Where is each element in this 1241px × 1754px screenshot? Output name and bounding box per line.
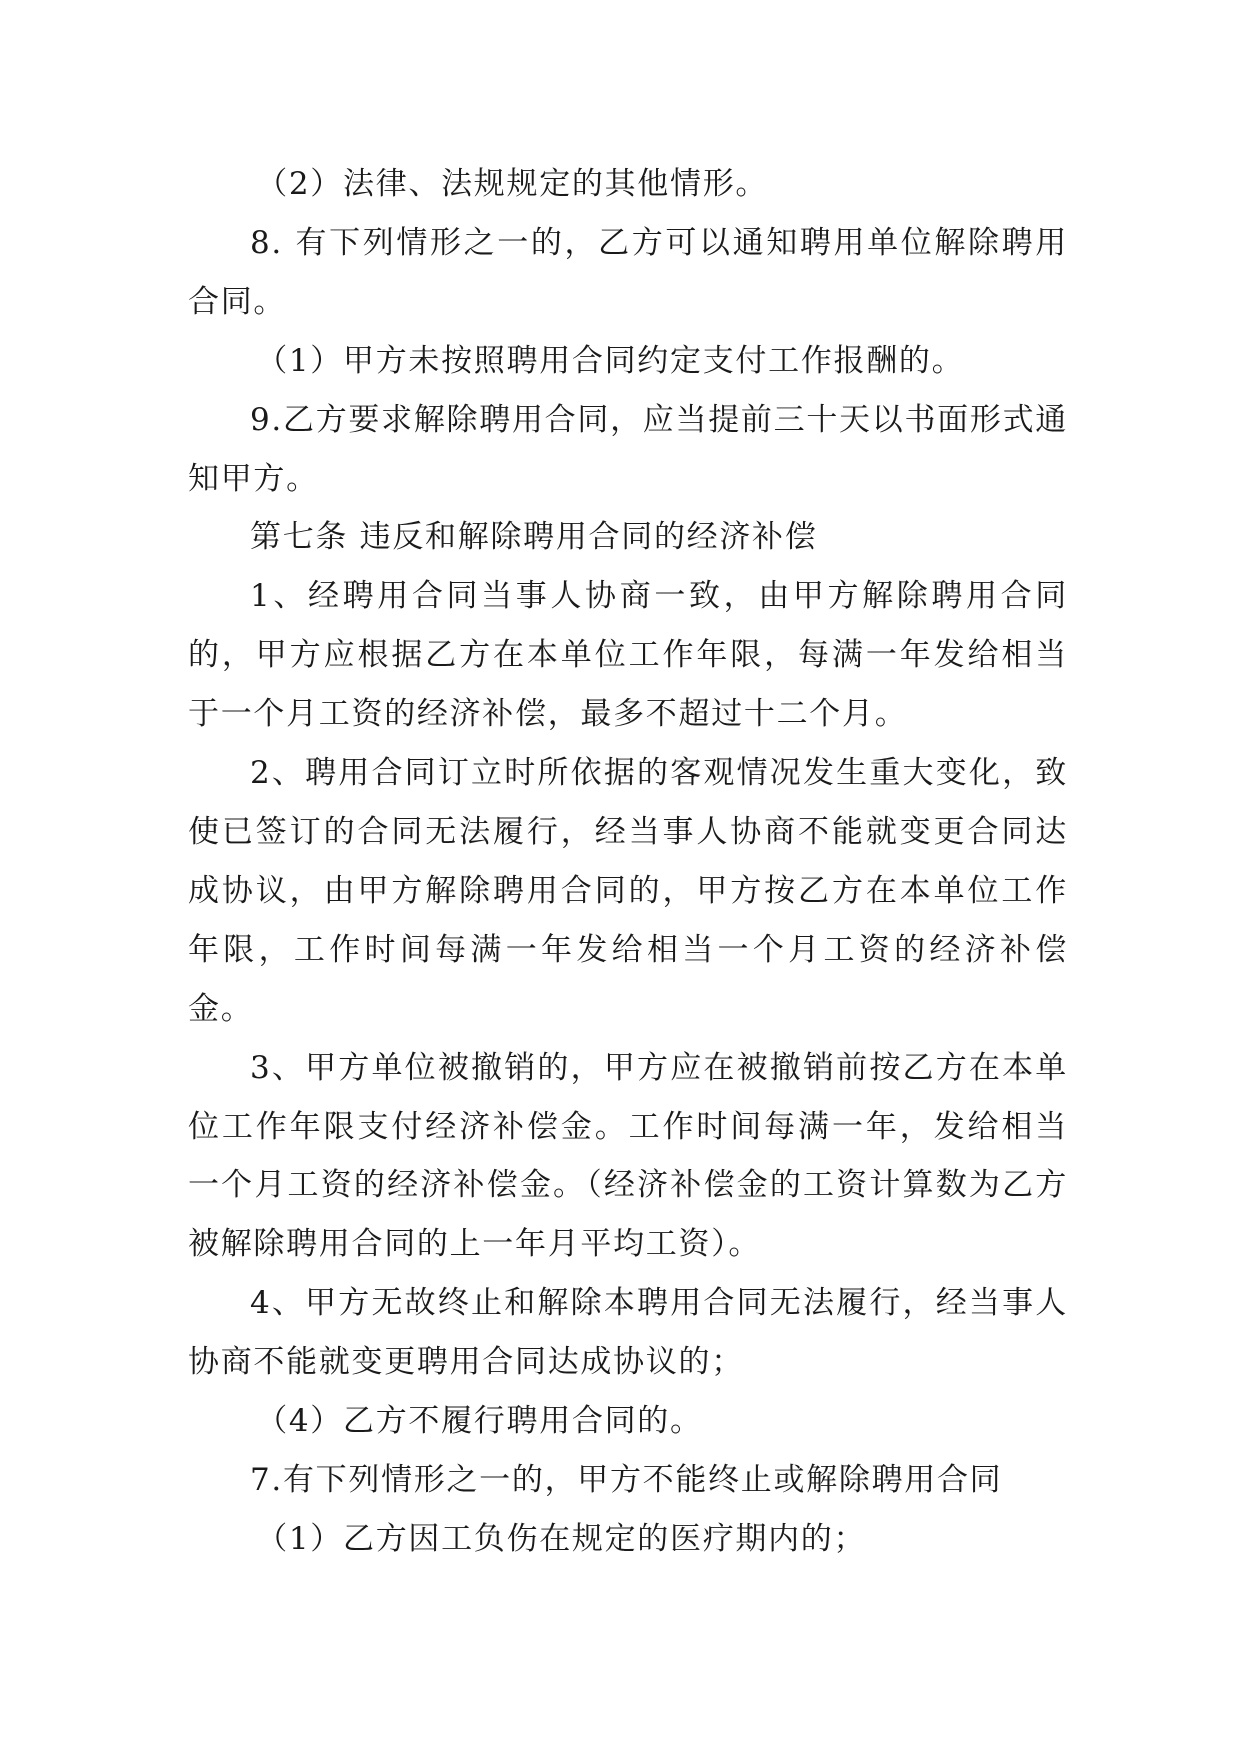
paragraph: 1、经聘用合同当事人协商一致，由甲方解除聘用合同的，甲方应根据乙方在本单位工作年限，每满一年发给相当于一个月工资的经济补偿，最多不超过十二个月。: [188, 578, 1068, 733]
paragraph: （1）乙方因工负伤在规定的医疗期内的；: [256, 1520, 867, 1557]
paragraph: 8. 有下列情形之一的，乙方可以通知聘用单位解除聘用合同。: [188, 224, 1068, 320]
paragraph: 9.乙方要求解除聘用合同，应当提前三十天以书面形式通知甲方。: [188, 401, 1068, 497]
paragraph: （1）甲方未按照聘用合同约定支付工作报酬的。: [256, 342, 965, 379]
paragraph: 3、甲方单位被撤销的，甲方应在被撤销前按乙方在本单位工作年限支付经济补偿金。工作时间每满一年，发给相当一个月工资的经济补偿金。（经济补偿金的工资计算数为乙方被解除聘用合同的上一年月平均工资）。: [188, 1049, 1068, 1263]
section-heading: 第七条 违反和解除聘用合同的经济补偿: [250, 519, 818, 556]
paragraph: 7.有下列情形之一的，甲方不能终止或解除聘用合同: [250, 1461, 1003, 1498]
paragraph: （2）法律、法规规定的其他情形。: [256, 166, 769, 202]
paragraph: （4）乙方不履行聘用合同的。: [256, 1403, 703, 1440]
paragraph: 4、甲方无故终止和解除本聘用合同无法履行，经当事人协商不能就变更聘用合同达成协议的；: [188, 1285, 1068, 1381]
paragraph: 2、聘用合同订立时所依据的客观情况发生重大变化，致使已签订的合同无法履行，经当事人协商不能就变更合同达成协议，由甲方解除聘用合同的，甲方按乙方在本单位工作年限，工作时间每满一年发给相当一个月工资的经济补偿金。: [188, 755, 1068, 1027]
document-page: [188, 155, 1068, 1569]
